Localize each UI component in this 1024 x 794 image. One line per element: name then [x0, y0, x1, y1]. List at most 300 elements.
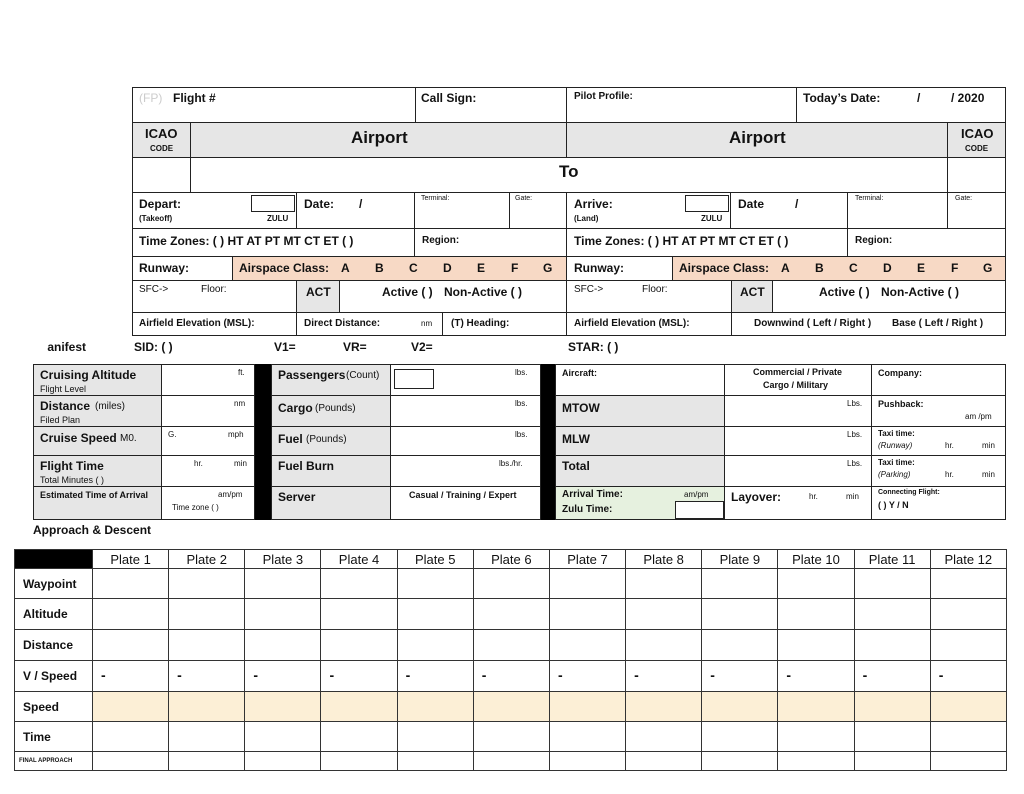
separator-bar-left	[255, 364, 271, 520]
arrive-sub: (Land)	[574, 214, 599, 223]
destination-code-label: CODE	[965, 144, 989, 153]
plate-cell[interactable]	[245, 599, 321, 630]
plate-cell[interactable]	[930, 569, 1006, 599]
arrive-date-sep: /	[795, 197, 799, 211]
route-to-cell[interactable]	[190, 157, 948, 193]
plate-header: Plate 3	[245, 550, 321, 569]
plate-cell[interactable]	[93, 661, 169, 692]
distance-label-cell	[33, 395, 162, 427]
arrive-airspace-cell[interactable]	[672, 256, 1006, 281]
call-sign-cell[interactable]	[415, 87, 567, 123]
taxi-parking-label: Taxi time:	[878, 458, 915, 467]
connecting-flight-label: Connecting Flight:	[878, 489, 940, 496]
cruise-speed-input[interactable]	[161, 426, 255, 456]
origin-airport-cell[interactable]	[190, 122, 567, 158]
aircraft-type-cell[interactable]	[724, 364, 872, 396]
plate-cell[interactable]	[169, 661, 245, 692]
arrive-airspace-class-c[interactable]: C	[849, 261, 858, 275]
distance-input[interactable]	[161, 395, 255, 427]
plate-cell[interactable]	[549, 752, 625, 771]
mtow-label-cell	[555, 395, 725, 427]
approach-plates-table	[14, 549, 1007, 771]
fuel-burn-input[interactable]	[390, 455, 541, 487]
plate-cell[interactable]	[930, 630, 1006, 661]
eta-ampm: am/pm	[218, 490, 243, 499]
taxi-runway-cell[interactable]	[871, 426, 1006, 456]
fuel-label: Fuel	[278, 432, 303, 446]
plate-cell[interactable]	[245, 630, 321, 661]
company-cell[interactable]	[871, 364, 1006, 396]
fuel-burn-unit: lbs./hr.	[499, 459, 523, 468]
arrive-gate-cell[interactable]	[947, 192, 1006, 229]
passengers-input[interactable]	[390, 364, 541, 396]
depart-runway-label: Runway:	[139, 261, 190, 275]
cargo-input[interactable]	[390, 395, 541, 427]
arrive-airspace-class-f[interactable]: F	[951, 261, 959, 275]
plate-cell[interactable]	[245, 722, 321, 752]
plate-cell[interactable]	[778, 599, 854, 630]
plate-cell[interactable]	[473, 599, 549, 630]
plate-cell[interactable]	[702, 661, 778, 692]
plate-cell[interactable]	[930, 599, 1006, 630]
pushback-cell[interactable]	[871, 395, 1006, 427]
plate-cell[interactable]	[93, 630, 169, 661]
separator-bar-right	[540, 364, 555, 520]
cargo-label-cell	[271, 395, 391, 427]
plate-cell[interactable]	[930, 722, 1006, 752]
plate-cell[interactable]	[397, 569, 473, 599]
vspeed-dash: -	[481, 667, 487, 683]
plate-cell[interactable]	[854, 599, 930, 630]
depart-terminal-cell[interactable]	[414, 192, 510, 229]
vspeed-dash: -	[634, 667, 639, 683]
plate-cell[interactable]	[702, 722, 778, 752]
manifest-label: anifest	[47, 340, 86, 354]
plate-cell[interactable]	[854, 722, 930, 752]
flight-time-min: min	[234, 459, 247, 468]
airspace-class-b[interactable]: B	[375, 261, 384, 275]
zulu-time-box[interactable]	[675, 501, 724, 519]
plate-cell[interactable]	[778, 692, 854, 722]
eta-timezone: Time zone ( )	[172, 503, 219, 512]
aircraft-type-line2[interactable]: Cargo / Military	[763, 380, 829, 390]
plate-cell[interactable]	[397, 661, 473, 692]
depart-elevation-cell[interactable]	[132, 312, 297, 336]
v1-label[interactable]: V1=	[274, 340, 296, 354]
plates-header-row	[15, 550, 1007, 569]
plate-cell[interactable]	[397, 722, 473, 752]
vspeed-dash: -	[253, 667, 258, 683]
arrive-airspace-class-a[interactable]: A	[781, 261, 790, 275]
plate-row-label: Altitude	[15, 599, 93, 630]
plate-header: Plate 9	[702, 550, 778, 569]
v2-label[interactable]: V2=	[411, 340, 433, 354]
plate-cell[interactable]	[473, 692, 549, 722]
vr-label[interactable]: VR=	[343, 340, 367, 354]
origin-airport-label: Airport	[351, 128, 408, 147]
depart-floor-label: Floor:	[201, 284, 227, 295]
date-separator: /	[917, 91, 921, 105]
todays-date-label: Today’s Date:	[803, 91, 881, 105]
plate-cell[interactable]	[854, 752, 930, 771]
plate-cell[interactable]	[321, 569, 397, 599]
plate-cell[interactable]	[930, 752, 1006, 771]
plate-cell[interactable]	[245, 661, 321, 692]
taxi-parking-hr: hr.	[945, 470, 954, 479]
flight-number-label: Flight #	[173, 91, 216, 105]
arrival-time-label: Arrival Time:	[562, 489, 623, 500]
plate-cell[interactable]	[93, 569, 169, 599]
mlw-label: MLW	[562, 432, 590, 446]
depart-airspace-label: Airspace Class:	[239, 261, 330, 275]
plate-cell[interactable]	[473, 630, 549, 661]
plate-cell[interactable]	[930, 692, 1006, 722]
plate-cell[interactable]	[626, 569, 702, 599]
connecting-flight-cell[interactable]	[871, 486, 1006, 520]
eta-label: Estimated Time of Arrival	[40, 490, 149, 500]
arrive-cell[interactable]	[566, 192, 731, 229]
plate-cell[interactable]	[702, 630, 778, 661]
airspace-class-d[interactable]: D	[443, 261, 452, 275]
plate-cell[interactable]	[93, 599, 169, 630]
plate-cell[interactable]	[778, 752, 854, 771]
arrive-date-cell[interactable]	[730, 192, 848, 229]
airspace-class-c[interactable]: C	[409, 261, 418, 275]
plate-cell[interactable]	[169, 569, 245, 599]
fuel-burn-label-cell	[271, 455, 391, 487]
depart-runway-cell[interactable]	[132, 256, 233, 281]
server-label-cell	[271, 486, 391, 520]
plate-cell[interactable]	[473, 661, 549, 692]
plate-cell[interactable]	[473, 752, 549, 771]
plate-row	[15, 630, 1007, 661]
plate-cell[interactable]	[626, 630, 702, 661]
depart-cell[interactable]	[132, 192, 297, 229]
plate-cell[interactable]	[169, 599, 245, 630]
vspeed-dash: -	[101, 667, 106, 683]
arrive-region-cell[interactable]	[847, 228, 1006, 257]
eta-input[interactable]	[161, 486, 255, 520]
arrive-nonactive-label[interactable]: Non-Active ( )	[881, 285, 959, 299]
mlw-label-cell	[555, 426, 725, 456]
vspeed-dash: -	[938, 667, 944, 683]
depart-active-label[interactable]: Active ( )	[382, 285, 433, 299]
plate-cell[interactable]	[245, 569, 321, 599]
depart-airspace-cell[interactable]	[232, 256, 567, 281]
plate-cell[interactable]	[473, 569, 549, 599]
layover-min: min	[846, 492, 859, 501]
origin-icao-blank[interactable]	[132, 157, 191, 193]
arrive-act-cell[interactable]	[731, 280, 773, 313]
flight-time-label: Flight Time	[40, 459, 104, 473]
plate-cell[interactable]	[778, 630, 854, 661]
taxi-parking-sub: (Parking)	[878, 470, 911, 479]
plate-cell[interactable]	[549, 661, 625, 692]
plate-cell[interactable]	[930, 661, 1006, 692]
approach-descent-title: Approach & Descent	[33, 523, 152, 537]
plate-header: Plate 12	[930, 550, 1006, 569]
passengers-unit: (Count)	[346, 370, 380, 381]
aircraft-label: Aircraft:	[562, 368, 598, 378]
total-lbs: Lbs.	[847, 459, 863, 468]
plate-cell[interactable]	[702, 599, 778, 630]
total-label-cell	[555, 455, 725, 487]
plate-cell[interactable]	[321, 661, 397, 692]
vspeed-dash: -	[177, 667, 182, 683]
cruising-altitude-input[interactable]	[161, 364, 255, 396]
plate-cell[interactable]	[549, 722, 625, 752]
flight-time-input[interactable]	[161, 455, 255, 487]
arrive-terminal-cell[interactable]	[847, 192, 948, 229]
arrival-time-ampm: am/pm	[684, 490, 709, 499]
depart-time-box[interactable]	[251, 195, 295, 212]
aircraft-cell[interactable]	[555, 364, 725, 396]
vspeed-dash: -	[557, 667, 563, 683]
todays-date-cell[interactable]	[796, 87, 1006, 123]
depart-date-sep: /	[359, 197, 363, 211]
downwind-label[interactable]: Downwind ( Left / Right )	[754, 318, 872, 329]
arrive-runway-cell[interactable]	[566, 256, 673, 281]
mtow-lbs: Lbs.	[847, 399, 863, 408]
layover-cell[interactable]	[724, 486, 872, 520]
taxi-runway-label: Taxi time:	[878, 429, 915, 438]
plate-row	[15, 599, 1007, 630]
mlw-input[interactable]	[724, 426, 872, 456]
depart-region-cell[interactable]	[414, 228, 567, 257]
plate-row-label: Waypoint	[15, 569, 93, 599]
plate-cell[interactable]	[854, 630, 930, 661]
arrive-timezones-cell[interactable]	[566, 228, 848, 257]
plate-cell[interactable]	[321, 692, 397, 722]
mtow-label: MTOW	[562, 401, 600, 415]
depart-zulu: ZULU	[267, 214, 289, 223]
aircraft-type-line1[interactable]: Commercial / Private	[753, 367, 843, 377]
cargo-label: Cargo	[278, 401, 313, 415]
plate-cell[interactable]	[854, 569, 930, 599]
flight-prefix-faded: (FP)	[139, 91, 163, 105]
g-unit: G.	[168, 430, 177, 439]
airspace-class-e[interactable]: E	[477, 261, 486, 275]
arrive-runway-label: Runway:	[574, 261, 625, 275]
vspeed-dash: -	[710, 667, 715, 683]
plate-cell[interactable]	[549, 599, 625, 630]
plate-cell[interactable]	[321, 722, 397, 752]
arrive-airspace-class-d[interactable]: D	[883, 261, 892, 275]
depart-timezones-label: Time Zones: ( ) HT AT PT MT CT ET ( )	[139, 234, 354, 248]
depart-terminal-label: Terminal:	[421, 195, 450, 202]
airspace-class-g[interactable]: G	[543, 261, 553, 275]
plate-cell[interactable]	[397, 630, 473, 661]
taxi-runway-min: min	[982, 441, 995, 450]
origin-icao-cell[interactable]	[132, 122, 191, 158]
destination-icao-label: ICAO	[961, 126, 994, 141]
cruise-speed-label: Cruise Speed	[40, 431, 117, 445]
arrive-date-label: Date	[738, 197, 765, 211]
base-label[interactable]: Base ( Left / Right )	[892, 318, 984, 329]
plate-cell[interactable]	[702, 752, 778, 771]
plate-row-label: Time	[15, 722, 93, 752]
plate-cell[interactable]	[778, 661, 854, 692]
plate-cell[interactable]	[626, 692, 702, 722]
flight-time-hr: hr.	[194, 459, 203, 468]
plate-cell[interactable]	[854, 692, 930, 722]
depart-nonactive-label[interactable]: Non-Active ( )	[444, 285, 522, 299]
heading-cell[interactable]	[442, 312, 567, 336]
layover-hr: hr.	[809, 492, 818, 501]
plate-cell[interactable]	[245, 692, 321, 722]
passengers-lbs: lbs.	[515, 368, 528, 377]
depart-timezones-cell[interactable]	[132, 228, 415, 257]
plate-header: Plate 5	[397, 550, 473, 569]
arrive-sfc-cell[interactable]	[566, 280, 732, 313]
arrive-active-cell[interactable]	[772, 280, 1006, 313]
plate-cell[interactable]	[169, 722, 245, 752]
depart-sfc-label: SFC->	[139, 284, 169, 295]
plate-cell[interactable]	[778, 569, 854, 599]
arrive-act-label: ACT	[740, 285, 765, 299]
vspeed-dash: -	[786, 667, 792, 683]
connecting-flight-value[interactable]: ( ) Y / N	[878, 500, 909, 510]
cruising-altitude-sub: Flight Level	[40, 384, 87, 394]
taxi-parking-cell[interactable]	[871, 455, 1006, 487]
distance-label: Distance	[40, 399, 91, 413]
call-sign-label: Call Sign:	[421, 91, 477, 105]
plate-cell[interactable]	[93, 722, 169, 752]
total-input[interactable]	[724, 455, 872, 487]
plate-cell[interactable]	[321, 752, 397, 771]
server-options[interactable]: Casual / Training / Expert	[409, 490, 517, 500]
arrive-label: Arrive:	[574, 197, 613, 211]
arrive-airspace-label: Airspace Class:	[679, 261, 770, 275]
pushback-ampm: am /pm	[965, 412, 992, 421]
plate-cell[interactable]	[626, 661, 702, 692]
plate-cell[interactable]	[245, 752, 321, 771]
plate-cell[interactable]	[93, 752, 169, 771]
plate-cell[interactable]	[549, 569, 625, 599]
plate-cell[interactable]	[854, 661, 930, 692]
plate-cell[interactable]	[169, 630, 245, 661]
sid-label[interactable]: SID: ( )	[134, 340, 173, 354]
arrive-zulu: ZULU	[701, 214, 723, 223]
depart-sfc-cell[interactable]	[132, 280, 297, 313]
plate-cell[interactable]	[702, 692, 778, 722]
destination-icao-cell[interactable]	[947, 122, 1006, 158]
origin-code-label: CODE	[150, 144, 174, 153]
plate-cell[interactable]	[778, 722, 854, 752]
depart-date-cell[interactable]	[296, 192, 415, 229]
server-options-cell[interactable]	[390, 486, 541, 520]
destination-airport-label: Airport	[729, 128, 786, 147]
flight-number-cell[interactable]	[132, 87, 416, 123]
arrive-active-label[interactable]: Active ( )	[819, 285, 870, 299]
plate-cell[interactable]	[626, 722, 702, 752]
layover-label: Layover:	[731, 490, 782, 504]
destination-airport-cell[interactable]	[566, 122, 948, 158]
arrive-elevation-label: Airfield Elevation (MSL):	[574, 318, 690, 329]
plate-row-label: Distance	[15, 630, 93, 661]
taxi-runway-sub: (Runway)	[878, 441, 913, 450]
plate-cell[interactable]	[626, 599, 702, 630]
plate-cell[interactable]	[321, 630, 397, 661]
fuel-burn-label: Fuel Burn	[278, 459, 334, 473]
plate-row	[15, 752, 1007, 771]
arrive-airspace-class-b[interactable]: B	[815, 261, 824, 275]
destination-icao-blank[interactable]	[947, 157, 1006, 193]
depart-gate-cell[interactable]	[509, 192, 567, 229]
vspeed-dash: -	[329, 667, 335, 683]
arrive-floor-label: Floor:	[642, 284, 668, 295]
plate-row-label: V / Speed	[15, 661, 93, 692]
pattern-cell[interactable]	[731, 312, 1006, 336]
plate-header: Plate 11	[854, 550, 930, 569]
mtow-input[interactable]	[724, 395, 872, 427]
plate-header: Plate 1	[93, 550, 169, 569]
plate-cell[interactable]	[397, 752, 473, 771]
ft-unit: ft.	[238, 368, 245, 377]
plate-cell[interactable]	[169, 752, 245, 771]
plate-cell[interactable]	[321, 599, 397, 630]
star-label[interactable]: STAR: ( )	[568, 340, 619, 354]
plate-cell[interactable]	[626, 752, 702, 771]
zulu-time-label: Zulu Time:	[562, 504, 613, 515]
arrive-airspace-class-e[interactable]: E	[917, 261, 926, 275]
plate-cell[interactable]	[473, 722, 549, 752]
plate-cell[interactable]	[93, 692, 169, 722]
arrive-airspace-class-g[interactable]: G	[983, 261, 993, 275]
plate-cell[interactable]	[702, 569, 778, 599]
plate-header: Plate 7	[549, 550, 625, 569]
cargo-unit: (Pounds)	[315, 403, 356, 414]
plate-cell[interactable]	[397, 599, 473, 630]
distance-sub: Filed Plan	[40, 415, 81, 425]
company-label: Company:	[878, 368, 923, 378]
direct-distance-cell[interactable]	[296, 312, 443, 336]
to-label: To	[559, 162, 579, 181]
arrival-time-cell[interactable]	[555, 486, 725, 520]
pilot-profile-cell[interactable]	[566, 87, 797, 123]
fuel-input[interactable]	[390, 426, 541, 456]
flight-time-sub: Total Minutes ( )	[40, 475, 105, 485]
depart-elevation-label: Airfield Elevation (MSL):	[139, 318, 255, 329]
depart-active-cell[interactable]	[339, 280, 567, 313]
depart-sub: (Takeoff)	[139, 214, 173, 223]
origin-icao-label: ICAO	[145, 126, 178, 141]
depart-act-label: ACT	[306, 285, 331, 299]
fuel-lbs: lbs.	[515, 430, 528, 439]
plate-cell[interactable]	[549, 692, 625, 722]
fuel-unit: (Pounds)	[306, 434, 347, 445]
server-label: Server	[278, 490, 316, 504]
passengers-count-box[interactable]	[394, 369, 434, 389]
arrive-elevation-cell[interactable]	[566, 312, 732, 336]
arrive-time-box[interactable]	[685, 195, 729, 212]
heading-label: (T) Heading:	[451, 318, 510, 329]
plate-cell[interactable]	[397, 692, 473, 722]
depart-act-cell[interactable]	[296, 280, 340, 313]
airspace-class-a[interactable]: A	[341, 261, 350, 275]
cruising-altitude-label: Cruising Altitude	[40, 368, 137, 382]
airspace-class-f[interactable]: F	[511, 261, 519, 275]
depart-date-label: Date:	[304, 197, 335, 211]
plate-cell[interactable]	[549, 630, 625, 661]
plate-cell[interactable]	[169, 692, 245, 722]
fuel-label-cell	[271, 426, 391, 456]
depart-label: Depart:	[139, 197, 182, 211]
nm-unit: nm	[234, 399, 246, 408]
direct-distance-label: Direct Distance:	[304, 318, 381, 329]
depart-region-label: Region:	[422, 235, 460, 246]
vspeed-dash: -	[405, 667, 411, 683]
